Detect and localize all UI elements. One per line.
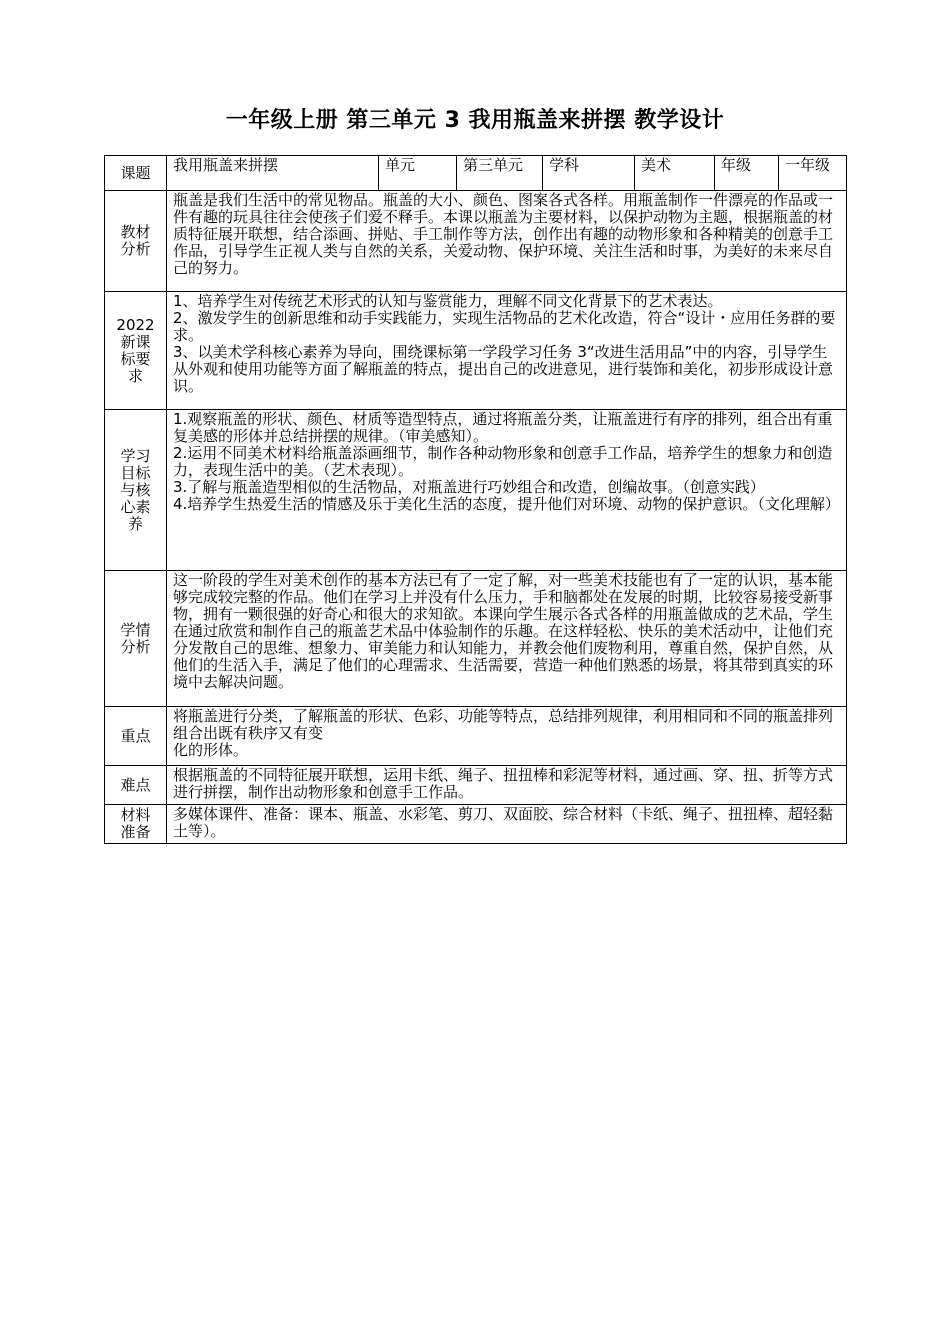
curriculum-standard-text [167,292,847,410]
materials-label: 材料 准备 [105,805,167,844]
curriculum-standard-label: 2022 新课 标要 求 [105,292,167,410]
difficulties-label: 难点 [105,766,167,805]
row-materials [105,805,847,844]
grade-value: 一年级 [779,156,847,191]
subject-value: 美术 [635,156,715,191]
key-points-text: 将瓶盖进行分类，了解瓶盖的形状、色彩、功能等特点，总结排列规律，利用相同和不同的瓶盖排列组合出既有秩序又有变 化的形体。 [167,707,847,766]
row-student-analysis [105,571,847,707]
standard-item: 1、培养学生对传统艺术形式的认知与鉴赏能力，理解不同文化背景下的艺术表达。 [173,292,723,310]
subject-label: 学科 [543,156,635,191]
textbook-analysis-label: 教材 分析 [105,191,167,292]
textbook-analysis-text: 瓶盖是我们生活中的常见物品。瓶盖的大小、颜色、图案各式各样。用瓶盖制作一件漂亮的作品或一件有趣的玩具往往会使孩子们爱不释手。本课以瓶盖为主要材料，以保护动物为主题，根据瓶盖的材质特征展开联想，结合添画、拼贴、手工制作等方法，创作出有趣的动物形象和各种精美的创意手工作品，引导学生正视人类与自然的关系，关爱动物、保护环境、关注生活和时事，为美好的未来尽自己的努力。 [167,191,847,292]
standard-item: 3、以美术学科核心素养为导向，围绕课标第一学段学习任务 3“改进生活用品”中的内容，引导学生从外观和使用功能等方面了解瓶盖的特点，提出自己的改进意见，进行装饰和美化，初步形成设计意识。 [173,343,834,395]
topic-value: 我用瓶盖来拼摆 [167,156,379,191]
standard-item: 2、激发学生的创新思维和动手实践能力，实现生活物品的艺术化改造，符合“设计・应用任务群的要求。 [173,309,836,344]
unit-value: 第三单元 [457,156,543,191]
key-points-label: 重点 [105,707,167,766]
goal-item: 4.培养学生热爱生活的情感及乐于美化生活的态度，提升他们对环境、动物的保护意识。（文化理解） [173,495,840,513]
grade-label: 年级 [715,156,779,191]
difficulties-text: 根据瓶盖的不同特征展开联想，运用卡纸、绳子、扭扭棒和彩泥等材料，通过画、穿、扭、折等方式进行拼摆，制作出动物形象和创意手工作品。 [167,766,847,805]
row-textbook-analysis [105,191,847,292]
lesson-plan-table [104,155,847,844]
row-curriculum-standard [105,292,847,410]
header-row [105,156,847,191]
student-analysis-label: 学情 分析 [105,571,167,707]
learning-goals-label: 学习 目标 与核 心素 养 [105,410,167,571]
unit-label: 单元 [379,156,457,191]
row-difficulties [105,766,847,805]
learning-goals-text [167,410,847,571]
goal-item: 1.观察瓶盖的形状、颜色、材质等造型特点，通过将瓶盖分类，让瓶盖进行有序的排列，组合出有重复美感的形体并总结拼摆的规律。（审美感知）。 [173,410,833,445]
student-analysis-text: 这一阶段的学生对美术创作的基本方法已有了一定了解，对一些美术技能也有了一定的认识，基本能够完成较完整的作品。他们在学习上并没有什么压力，手和脑都处在发展的时期，比较容易接受新事物，拥有一颗很强的好奇心和很大的求知欲。本课向学生展示各式各样的用瓶盖做成的艺术品，学生在通过欣赏和制作自己的瓶盖艺术品中体验制作的乐趣。在这样轻松、快乐的美术活动中，让他们充分发散自己的思维、想象力、审美能力和认知能力，并教会他们废物利用，尊重自然，保护自然，从他们的生活入手，满足了他们的心理需求、生活需要，营造一种他们熟悉的场景，将其带到真实的环境中去解决问题。 [167,571,847,707]
row-learning-goals [105,410,847,571]
row-key-points [105,707,847,766]
page-title: 一年级上册 第三单元 3 我用瓶盖来拼摆 教学设计 [225,108,725,133]
goal-item: 3.了解与瓶盖造型相似的生活物品，对瓶盖进行巧妙组合和改造，创编故事。（创意实践） [173,478,765,496]
materials-text: 多媒体课件、准备：课本、瓶盖、水彩笔、剪刀、双面胶、综合材料（卡纸、绳子、扭扭棒、超轻黏土等）。 [167,805,847,844]
topic-label: 课题 [105,156,167,191]
goal-item: 2.运用不同美术材料给瓶盖添画细节，制作各种动物形象和创意手工作品，培养学生的想象力和创造力，表现生活中的美。（艺术表现）。 [173,444,833,479]
